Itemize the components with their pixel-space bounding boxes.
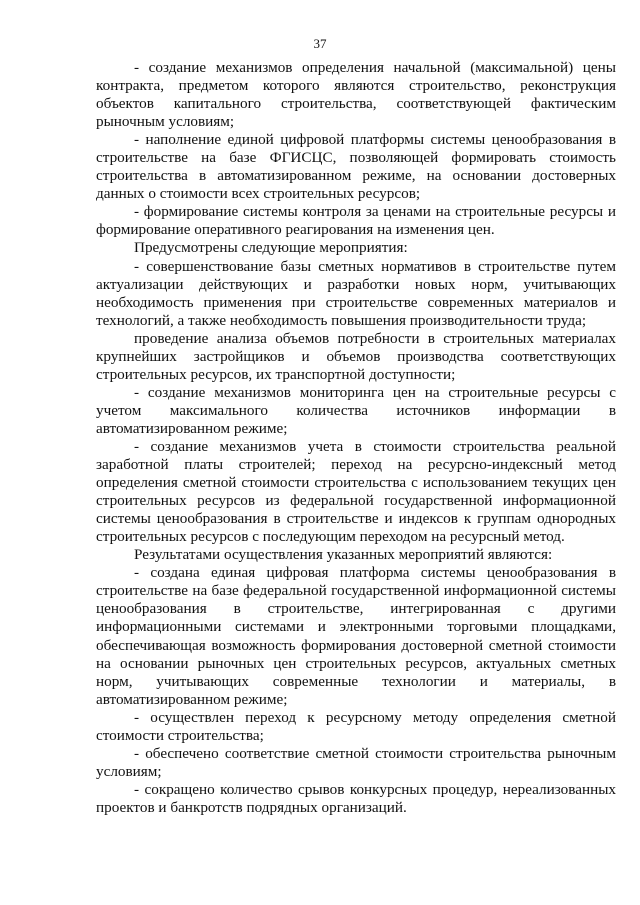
paragraph: - осуществлен переход к ресурсному методу определения сметной стоимости строительства; [96,708,616,744]
paragraph: Результатами осуществления указанных мероприятий являются: [134,546,553,564]
paragraph: - обеспечено соответствие сметной стоимости строительства рыночным условиям; [96,744,616,780]
paragraph: - создана единая цифровая платформа системы ценообразования в строительстве на базе федеральной государственной информационной системы ценообразования в строительстве, интегрированная с другими информационными системами и электронными торговыми площадками, обеспечивающая возможность формирования достоверной сметной стоимости на основании рыночных цен строительных ресурсов, актуальных сметных норм, учитывающих современные технологии и материалы, в автоматизированном режиме; [96,564,616,708]
paragraph: - сокращено количество срывов конкурсных процедур, нереализованных проектов и банкротств подрядных организаций. [96,780,616,816]
page-number: 37 [313,36,327,51]
paragraph: - формирование системы контроля за ценами на строительные ресурсы и формирование оперативного реагирования на изменения цен. [96,203,616,239]
paragraph: - создание механизмов определения начальной (максимальной) цены контракта, предметом которого являются строительство, реконструкция объектов капитального строительства, соответствующей фактическим рыночным условиям; [96,59,616,131]
paragraph: проведение анализа объемов потребности в строительных материалах крупнейших застройщиков и объемов производства соответствующих строительных ресурсов, их транспортной доступности; [96,329,616,383]
paragraph: - создание механизмов учета в стоимости строительства реальной заработной платы строителей; переход на ресурсно-индексный метод определения сметной стоимости строительства с использованием текущих цен строительных ресурсов из федеральной государственной информационной системы ценообразования в строительстве и индексов к группам однородных строительных ресурсов с последующим переходом на ресурсный метод. [96,437,616,546]
paragraph: - наполнение единой цифровой платформы системы ценообразования в строительстве на базе ФГИСЦС, позволяющей формировать стоимость строительства в автоматизированном режиме, на основании достоверных данных о стоимости всех строительных ресурсов; [96,131,616,203]
paragraph: - совершенствование базы сметных нормативов в строительстве путем актуализации действующих и разработки новых норм, учитывающих необходимость применения при строительстве современных материалов и технологий, а также необходимость повышения производительности труда; [96,257,616,329]
paragraph: Предусмотрены следующие мероприятия: [134,239,408,257]
paragraph: - создание механизмов мониторинга цен на строительные ресурсы с учетом максимального количества источников информации в автоматизированном режиме; [96,383,616,437]
document-body [96,59,616,817]
